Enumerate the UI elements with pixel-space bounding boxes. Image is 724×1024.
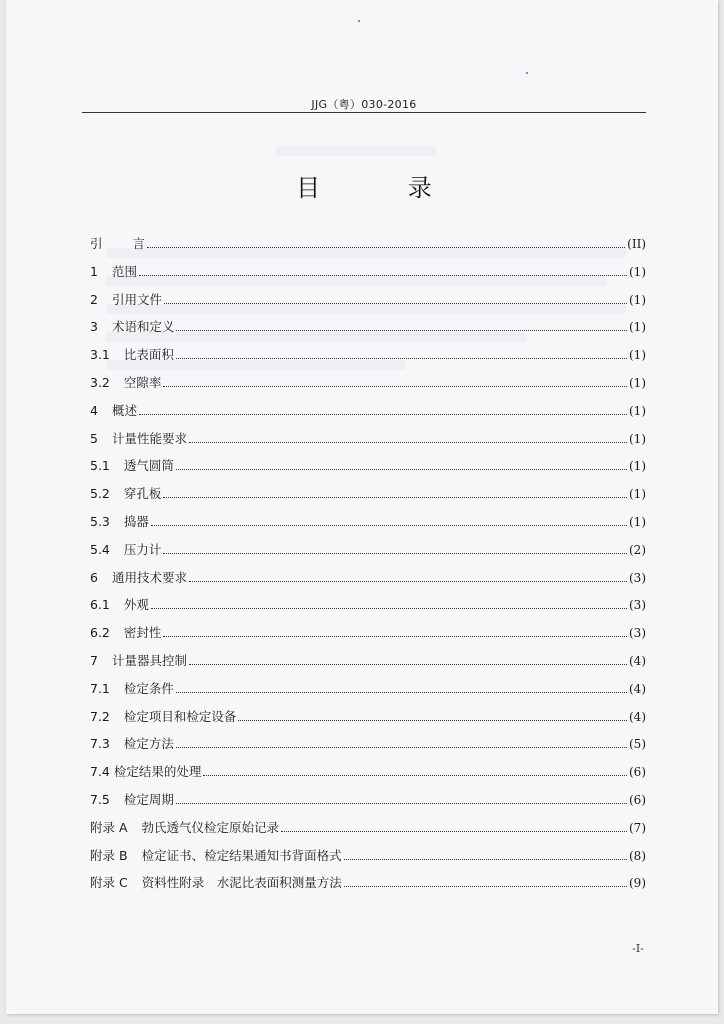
toc-entry-label: 计量器具控制 bbox=[111, 652, 187, 668]
toc-entry-label: 检定条件 bbox=[123, 680, 174, 696]
dot-leader bbox=[176, 469, 627, 470]
toc-entry-number: 5.3 bbox=[90, 513, 110, 529]
toc-entry[interactable] bbox=[90, 452, 646, 480]
page-title: 目 录 bbox=[296, 174, 472, 202]
toc-entry-label: 范围 bbox=[111, 263, 137, 279]
toc-entry-label: 勃氏透气仪检定原始记录 bbox=[141, 819, 280, 835]
dot-leader bbox=[238, 720, 627, 721]
toc-entry[interactable] bbox=[90, 536, 646, 564]
toc-entry-number: 引 bbox=[90, 236, 103, 251]
toc-entry-page: (5) bbox=[629, 737, 646, 752]
toc-entry[interactable] bbox=[90, 397, 646, 425]
toc-entry-number: 3 bbox=[90, 319, 98, 335]
toc-entry-number: 7.3 bbox=[90, 736, 110, 752]
dot-leader bbox=[163, 497, 627, 498]
toc-entry-number: 4 bbox=[90, 402, 98, 418]
toc-entry-page: (3) bbox=[629, 626, 646, 641]
toc-entry-label: 资料性附录 水泥比表面积测量方法 bbox=[141, 875, 342, 891]
dot-leader bbox=[163, 636, 627, 637]
dot-leader bbox=[344, 859, 627, 860]
toc-entry[interactable] bbox=[90, 758, 646, 786]
dot-leader bbox=[176, 747, 627, 748]
dot-leader bbox=[176, 803, 627, 804]
dot-leader bbox=[151, 525, 627, 526]
toc-entry[interactable] bbox=[90, 842, 646, 870]
toc-entry[interactable] bbox=[90, 814, 646, 842]
header-rule bbox=[82, 112, 646, 113]
toc-entry-number: 7.2 bbox=[90, 708, 110, 724]
toc-entry-label: 检定项目和检定设备 bbox=[123, 708, 237, 724]
dot-leader bbox=[189, 581, 627, 582]
toc-entry-page: (1) bbox=[629, 348, 646, 363]
toc-entry-label: 言 bbox=[132, 236, 146, 251]
toc-entry-page: (1) bbox=[629, 375, 646, 390]
toc-entry-page: (1) bbox=[629, 403, 646, 418]
toc-entry[interactable] bbox=[90, 230, 646, 258]
toc-entry-number: 附录 A bbox=[90, 819, 128, 835]
toc-entry[interactable] bbox=[90, 591, 646, 619]
toc-entry-page: (9) bbox=[629, 876, 646, 891]
toc-entry-number: 3.1 bbox=[90, 347, 110, 363]
dot-leader bbox=[176, 358, 627, 359]
toc-entry-page: (6) bbox=[629, 792, 646, 807]
toc-entry-page: (1) bbox=[629, 514, 646, 529]
dot-leader bbox=[203, 775, 627, 776]
toc-entry-number: 附录 C bbox=[90, 875, 128, 891]
toc-entry-label: 概述 bbox=[111, 402, 137, 418]
toc-entry-label: 通用技术要求 bbox=[111, 569, 187, 585]
dot-leader bbox=[176, 330, 627, 331]
dot-leader bbox=[139, 414, 627, 415]
toc-entry-number: 附录 B bbox=[90, 847, 128, 863]
toc-entry-page: (8) bbox=[629, 848, 646, 863]
dot-leader bbox=[344, 886, 627, 887]
toc-entry-page: (4) bbox=[629, 709, 646, 724]
dot-leader bbox=[139, 275, 627, 276]
toc-entry-page: (7) bbox=[629, 820, 646, 835]
toc-entry[interactable] bbox=[90, 730, 646, 758]
toc-entry-page: (1) bbox=[629, 320, 646, 335]
toc-entry-number: 6.1 bbox=[90, 597, 110, 613]
toc-entry-label: 术语和定义 bbox=[111, 319, 175, 335]
toc-entry-page: (3) bbox=[629, 570, 646, 585]
toc-entry[interactable] bbox=[90, 341, 646, 369]
toc-entry[interactable] bbox=[90, 369, 646, 397]
toc-entry-label: 外观 bbox=[123, 597, 149, 613]
toc-entry-label: 检定结果的处理 bbox=[113, 764, 202, 780]
toc-entry-number: 5 bbox=[90, 430, 98, 446]
toc-entry-label: 引用文件 bbox=[111, 291, 162, 307]
toc-entry-number: 7.4 bbox=[90, 764, 110, 780]
toc-entry-label: 捣器 bbox=[123, 513, 149, 529]
toc-entry-label: 计量性能要求 bbox=[111, 430, 187, 446]
toc-entry[interactable] bbox=[90, 869, 646, 897]
toc-entry-label: 空隙率 bbox=[123, 374, 162, 390]
dot-leader bbox=[189, 442, 627, 443]
toc-entry-label: 检定方法 bbox=[123, 736, 174, 752]
page-folio: -I- bbox=[632, 942, 644, 955]
toc-entry-page: (1) bbox=[629, 292, 646, 307]
scan-speck bbox=[526, 72, 528, 74]
dot-leader bbox=[164, 303, 627, 304]
toc-entry-number: 5.1 bbox=[90, 458, 110, 474]
toc-entry[interactable] bbox=[90, 508, 646, 536]
toc-entry-page: (2) bbox=[629, 542, 646, 557]
toc-entry-label: 检定证书、检定结果通知书背面格式 bbox=[141, 847, 342, 863]
dot-leader bbox=[176, 692, 627, 693]
toc-entry[interactable] bbox=[90, 675, 646, 703]
dot-leader bbox=[163, 553, 627, 554]
toc-entry-number: 5.2 bbox=[90, 486, 110, 502]
toc-entry-number: 7.5 bbox=[90, 791, 110, 807]
scan-speck bbox=[358, 20, 360, 22]
toc-entry-page: (1) bbox=[629, 431, 646, 446]
toc-entry-page: (1) bbox=[629, 264, 646, 279]
toc-entry[interactable] bbox=[90, 703, 646, 731]
toc-entry-page: (6) bbox=[629, 765, 646, 780]
table-of-contents bbox=[90, 230, 646, 897]
toc-entry[interactable] bbox=[90, 286, 646, 314]
toc-entry-number: 7.1 bbox=[90, 680, 110, 696]
toc-entry-number: 5.4 bbox=[90, 541, 110, 557]
toc-entry-label: 密封性 bbox=[123, 625, 162, 641]
toc-entry-number: 2 bbox=[90, 291, 98, 307]
toc-entry-page: (4) bbox=[629, 653, 646, 668]
dot-leader bbox=[147, 247, 625, 248]
dot-leader bbox=[163, 386, 627, 387]
dot-leader bbox=[189, 664, 627, 665]
dot-leader bbox=[151, 608, 627, 609]
standard-code-header: JJG（粤）030-2016 bbox=[311, 98, 417, 111]
toc-entry[interactable] bbox=[90, 258, 646, 286]
toc-entry[interactable] bbox=[90, 786, 646, 814]
toc-entry-label: 透气圆筒 bbox=[123, 458, 174, 474]
document-page bbox=[6, 0, 718, 1014]
toc-entry[interactable] bbox=[90, 480, 646, 508]
toc-entry-number: 6.2 bbox=[90, 625, 110, 641]
toc-entry-page: (II) bbox=[627, 237, 646, 251]
toc-entry-number: 6 bbox=[90, 569, 98, 585]
dot-leader bbox=[281, 831, 627, 832]
toc-entry-label: 压力计 bbox=[123, 541, 162, 557]
toc-entry-label: 比表面积 bbox=[123, 347, 174, 363]
toc-entry[interactable] bbox=[90, 313, 646, 341]
toc-entry-number: 3.2 bbox=[90, 374, 110, 390]
toc-entry[interactable] bbox=[90, 425, 646, 453]
toc-entry-label: 检定周期 bbox=[123, 791, 174, 807]
toc-entry[interactable] bbox=[90, 564, 646, 592]
toc-entry-page: (1) bbox=[629, 459, 646, 474]
toc-entry[interactable] bbox=[90, 619, 646, 647]
toc-entry[interactable] bbox=[90, 647, 646, 675]
toc-entry-number: 1 bbox=[90, 263, 98, 279]
toc-entry-page: (3) bbox=[629, 598, 646, 613]
toc-entry-label: 穿孔板 bbox=[123, 486, 162, 502]
toc-entry-page: (4) bbox=[629, 681, 646, 696]
toc-entry-number: 7 bbox=[90, 652, 98, 668]
toc-entry-page: (1) bbox=[629, 487, 646, 502]
